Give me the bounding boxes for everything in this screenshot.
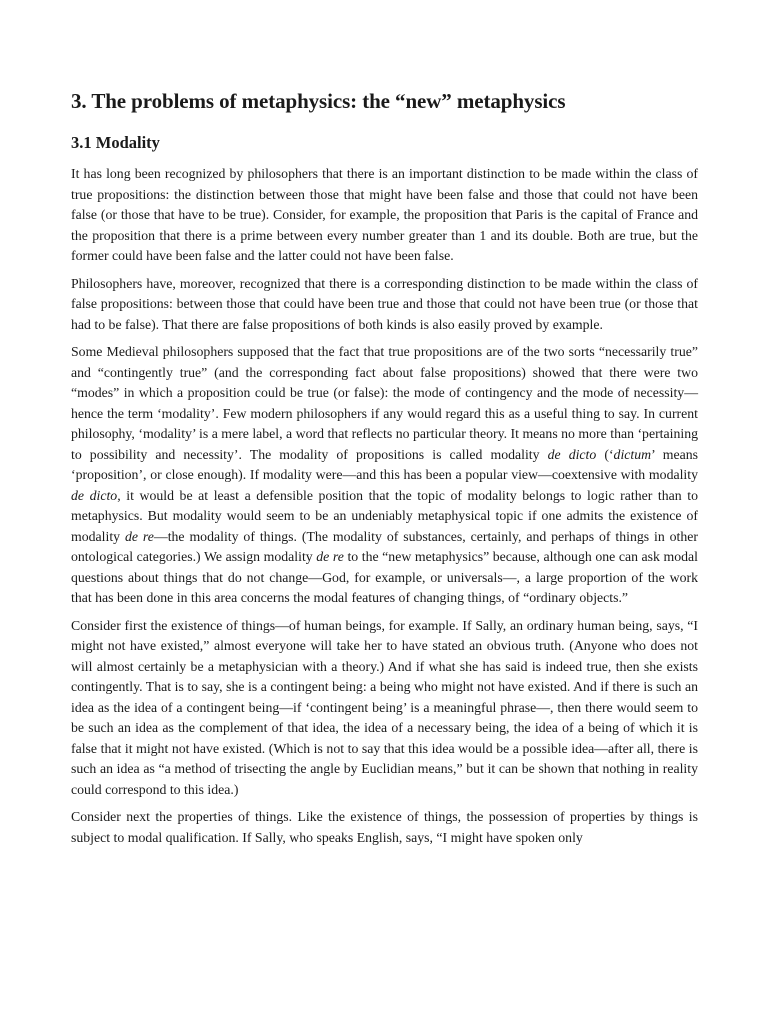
paragraph-3 xyxy=(71,342,698,609)
paragraph-text: ’ means ‘proposition’, or close enough). If modality were—and this has been a popular view—coextensive with modality xyxy=(71,446,698,482)
paragraph-1 xyxy=(71,164,698,267)
paragraph-text: Some Medieval philosophers supposed that the fact that true propositions are of the two sorts “necessarily true” and “contingently true” (and the corresponding fact about false propositions) showed that there were two “modes” in which a proposition could be true (or false): the mode of contingency and the mode of necessity—hence the term ‘modality’. Few modern philosophers if any would regard this as a useful thing to say. In current philosophy, ‘modality’ is a mere label, a word that reflects no particular theory. It means no more than ‘pertaining to possibility and necessity’. The modality of propositions is called modality xyxy=(71,344,698,462)
paragraph-text: Consider next the properties of things. Like the existence of things, the possession of properties by things is subject to modal qualification. If Sally, who speaks English, says, “I might have spoken only xyxy=(71,809,698,845)
italic-term: de dicto xyxy=(547,446,597,462)
section-title: 3.1 Modality xyxy=(71,133,160,152)
italic-term: de re xyxy=(316,549,344,564)
paragraph-text: It has long been recognized by philosophers that there is an important distinction to be made within the class of true propositions: the distinction between those that might have been false and those that could not have been false (or those that have to be true). Consider, for example, the proposition that Paris is the capital of France and the proposition that there is a prime between every number greater than 1 and its double. Both are true, but the former could have been false and the latter could not have been false. xyxy=(71,166,698,263)
document-page xyxy=(71,86,698,855)
paragraph-text: Consider first the existence of things—of human beings, for example. If Sally, an ordinary human being, says, “I might not have existed,” almost everyone will take her to have stated an obvious truth. (Anyone who does not will almost certainly be a metaphysician with a theory.) And if what she has said is indeed true, then she exists contingently. That is to say, she is a contingent being: a being who might not have existed. And if there is such an idea as the idea of a contingent being—if ‘contingent being’ is a meaningful phrase—, then there would seem to be such an idea as the complement of that idea, the idea of a necessary being, the idea of a being of which it is false that it might not have existed. (Which is not to say that this idea would be a possible idea—after all, there is such an idea as “a method of trisecting the angle by Euclidian means,” but it can be shown that nothing in reality could correspond to this idea.) xyxy=(71,617,698,797)
paragraph-text: (‘ xyxy=(596,446,614,462)
chapter-title: 3. The problems of metaphysics: the “new” metaphysics xyxy=(71,89,566,113)
italic-term: dictum xyxy=(613,446,652,462)
paragraph-text: —the modality of things. (The modality of substances, certainly, and perhaps of things in other ontological categories.) We assign modality xyxy=(71,528,699,564)
italic-term: de dicto xyxy=(71,487,118,503)
paragraph-text: to the “new metaphysics” because, although one can ask modal questions about things that do not change—God, for example, or universals—, a large proportion of the work that has been done in this area concerns the modal features of changing things, of “ordinary objects.” xyxy=(71,549,698,605)
paragraph-text: Philosophers have, moreover, recognized that there is a corresponding distinction to be made within the class of false propositions: between those that could have been true and those that could not have been true (or those that had to be false). That there are false propositions of both kinds is also easily proved by example. xyxy=(71,275,698,332)
paragraph-2 xyxy=(71,274,698,336)
paragraph-5 xyxy=(71,807,698,848)
paragraph-text: , it would be at least a defensible position that the topic of modality belongs to logic rather than to metaphysics. But modality would seem to be an undeniably metaphysical topic if one admits the existence of modality xyxy=(71,487,698,544)
paragraph-4 xyxy=(71,616,698,801)
italic-term: de re xyxy=(124,528,154,544)
